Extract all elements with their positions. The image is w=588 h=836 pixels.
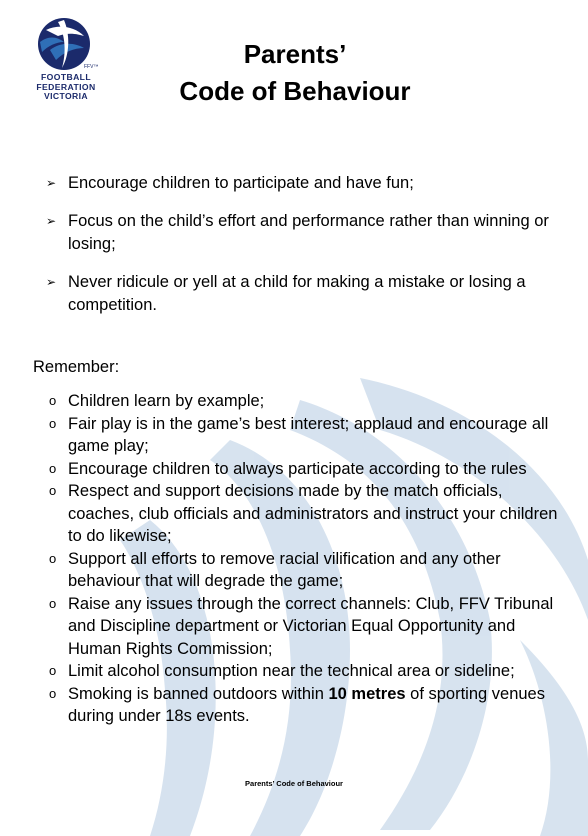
circle-bullet-icon: o [49, 483, 57, 498]
list-item [46, 593, 566, 661]
list-item [46, 172, 566, 195]
list-item [46, 413, 566, 458]
list-item [46, 683, 566, 728]
smoking-text-after: of sporting venues during under 18s events. [68, 684, 545, 725]
smoking-distance: 10 metres [328, 684, 406, 703]
circle-bullet-icon: o [49, 685, 57, 701]
circle-bullet-icon: o [49, 393, 57, 408]
list-item-text [68, 685, 545, 726]
circle-bullet-icon: o [49, 460, 57, 476]
logo-text-line2: FEDERATION [36, 81, 96, 92]
list-item-text: Focus on the child’s effort and performance rather than winning or losing; [68, 212, 549, 253]
circle-bullet-icon: o [49, 595, 57, 611]
list-item [46, 390, 566, 413]
circle-bullet-icon: o [49, 415, 57, 431]
page-footer: Parents’ Code of Behaviour [245, 779, 343, 788]
list-item-text: Fair play is in the game’s best interest; applaud and encourage all game play; [68, 414, 549, 455]
list-item-text: Encourage children to always participate according to the rules [68, 459, 527, 478]
title-line2: Code of Behaviour [179, 76, 411, 106]
remember-heading: Remember: [33, 358, 120, 376]
smoking-text-before: Smoking is banned outdoors within [68, 684, 329, 703]
arrow-bullet-icon: ➢ [46, 214, 57, 228]
ffv-ball-logo-icon [34, 14, 98, 72]
title-line1: Parents’ [243, 39, 347, 69]
list-item-text: Limit alcohol consumption near the technical area or sideline; [68, 662, 515, 680]
list-item-text: Never ridicule or yell at a child for making a mistake or losing a competition. [68, 273, 526, 314]
arrow-bullet-list [46, 172, 566, 332]
circle-bullet-icon: o [49, 663, 57, 678]
logo-text-line1: FOOTBALL [41, 72, 91, 82]
svg-text:FFV™: FFV™ [84, 64, 98, 70]
list-item [46, 458, 566, 481]
list-item-text: Encourage children to participate and have fun; [68, 174, 414, 192]
remember-list [46, 390, 566, 728]
list-item [46, 480, 566, 548]
page-title [100, 36, 490, 110]
list-item [46, 210, 566, 256]
list-item [46, 271, 566, 317]
arrow-bullet-icon: ➢ [46, 275, 57, 289]
list-item-text: Raise any issues through the correct channels: Club, FFV Tribunal and Discipline department or Victorian Equal Opportunity and Human Rights Commission; [68, 594, 554, 658]
logo-text-line3: VICTORIA [43, 91, 89, 102]
arrow-bullet-icon: ➢ [46, 176, 57, 190]
list-item [46, 660, 566, 683]
list-item-text: Children learn by example; [68, 392, 265, 410]
ffv-logo [28, 14, 104, 102]
list-item-text: Respect and support decisions made by the match officials, coaches, club officials and administrators and instruct your children to do likewise; [68, 482, 558, 545]
circle-bullet-icon: o [49, 550, 57, 566]
list-item-text: Support all efforts to remove racial vilification and any other behaviour that will degrade the game; [68, 549, 501, 590]
list-item [46, 548, 566, 593]
